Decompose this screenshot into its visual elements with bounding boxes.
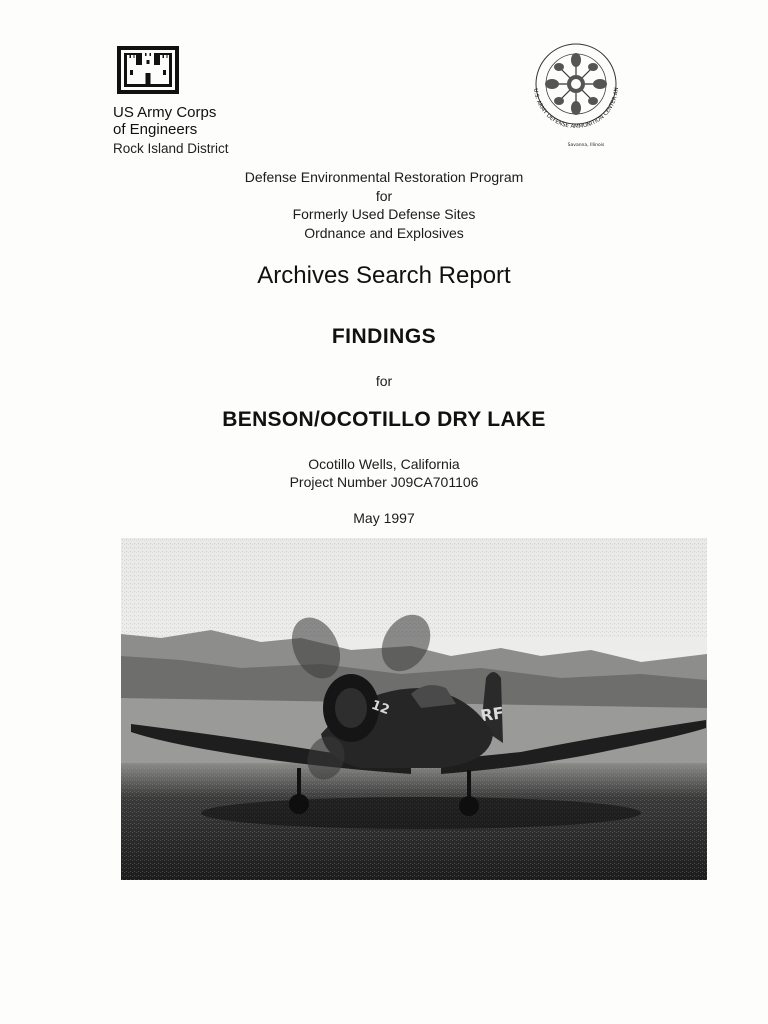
for-text: for <box>375 373 393 389</box>
program-block <box>0 168 768 242</box>
program-line3: Formerly Used Defense Sites <box>292 206 476 222</box>
usace-castle-logo <box>116 45 180 95</box>
location-block <box>0 455 768 491</box>
aircraft-number: 12 <box>369 697 392 719</box>
tail-code: RF <box>479 703 505 726</box>
org-name-line1: US Army Corps <box>113 104 217 121</box>
seal-ring-text: U.S. ARMY DEFENSE AMMUNITION CENTER AN <box>532 87 621 131</box>
aircraft-photo <box>121 538 707 880</box>
program-line1: Defense Environmental Restoration Program <box>244 169 524 185</box>
org-name-block <box>113 104 313 158</box>
seal-subtext: Savanna, Illinois <box>567 143 605 148</box>
ammunition-school-seal <box>524 36 628 152</box>
location-city: Ocotillo Wells, California <box>308 456 460 472</box>
org-name-line2: of Engineers <box>113 121 198 138</box>
project-number: Project Number J09CA701106 <box>289 474 479 490</box>
program-line2: for <box>375 187 393 204</box>
findings-heading: FINDINGS <box>331 325 437 348</box>
report-date: May 1997 <box>353 510 415 526</box>
program-line4: Ordnance and Explosives <box>304 224 464 241</box>
district-name: Rock Island District <box>113 141 229 156</box>
site-name: BENSON/OCOTILLO DRY LAKE <box>222 408 546 431</box>
report-title: Archives Search Report <box>257 262 511 289</box>
